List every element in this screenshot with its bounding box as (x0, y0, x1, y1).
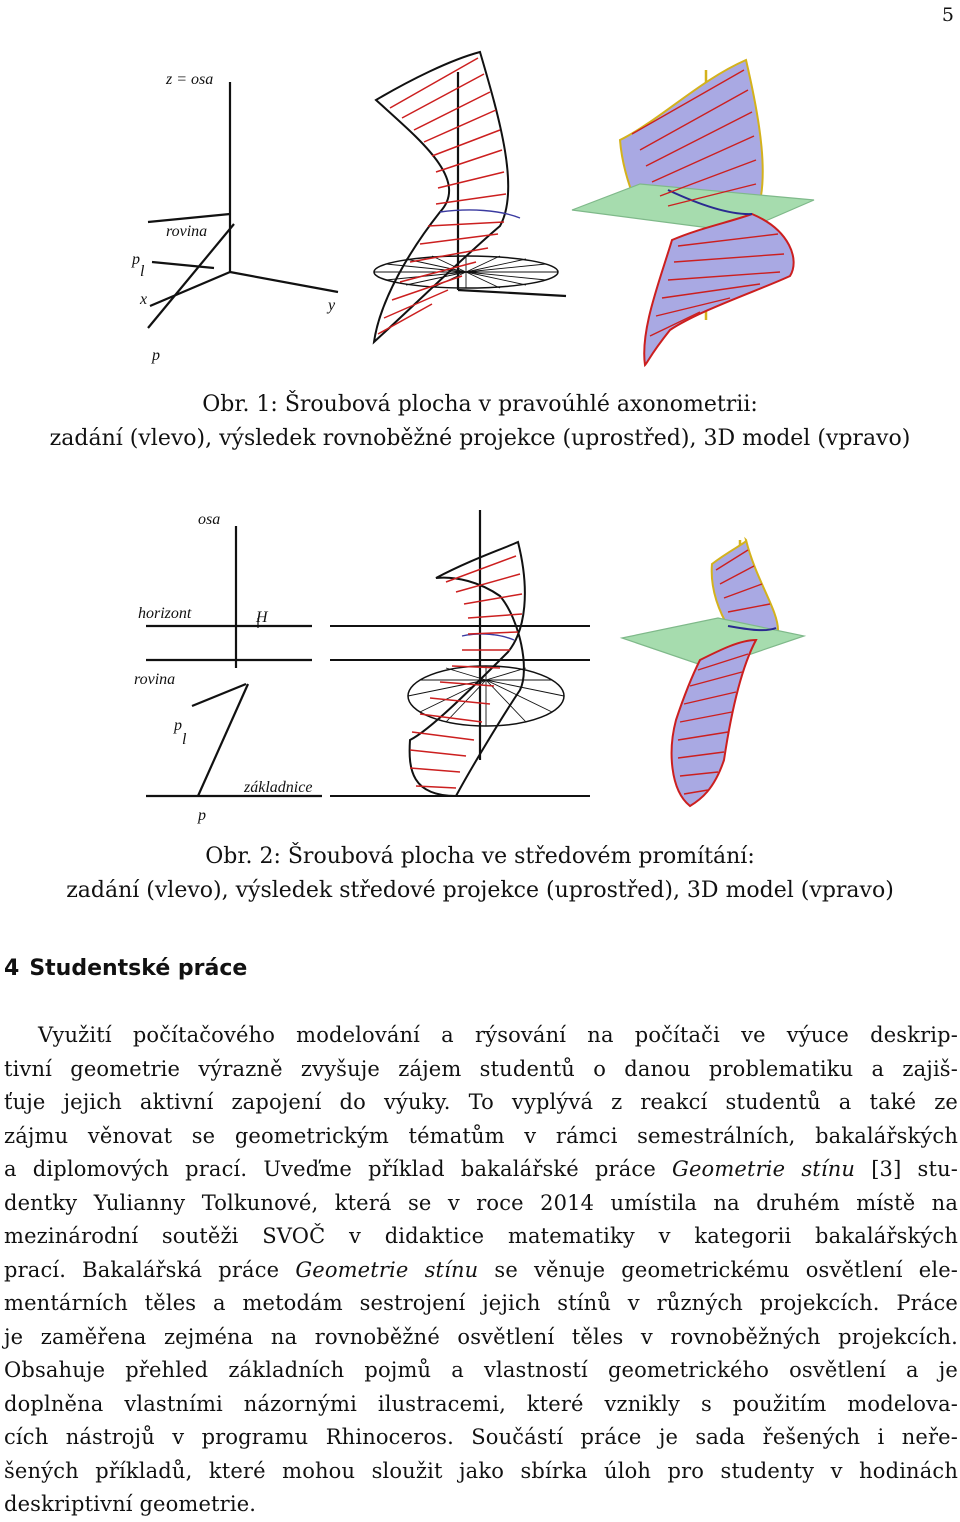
label-l-subscript: l (182, 731, 187, 748)
body-line: ťuje jejich aktivní zapojení do výuky. To vyplývá z reakcí studentů a také ze (4, 1090, 958, 1114)
body-line: šených příkladů, které mohou sloužit jako sbírka úloh pro studenty v hodinách (4, 1458, 958, 1483)
green-plane (572, 184, 814, 232)
body-text-segment: prací. Bakalářská práce (4, 1257, 280, 1282)
section-number: 4 (4, 956, 20, 981)
figure-2 (0, 500, 960, 903)
body-line: deskriptivní geometrie. (4, 1492, 257, 1516)
axis-foot-line (458, 290, 566, 296)
figure-1-caption (0, 388, 960, 456)
figure-2-specification (146, 526, 322, 796)
body-line: je zaměřena zejména na rovnoběžné osvětlení těles v rovnoběžných projekcích. (4, 1324, 958, 1349)
label-axis: osa (198, 511, 221, 528)
label-plane: rovina (134, 671, 176, 688)
figure-1-3d-model (572, 60, 814, 365)
label-x: x (140, 291, 148, 308)
label-y: y (328, 297, 336, 314)
label-p: p (132, 251, 140, 268)
body-line: doplněna vlastními názornými ilustracemi, které vznikly s použitím modelova- (4, 1391, 958, 1416)
surface-rulings-2 (410, 556, 522, 788)
figure-2-caption-line2: zadání (vlevo), výsledek středové projekce (uprostřed), 3D model (vpravo) (66, 878, 894, 903)
plane-trace-line (148, 214, 230, 222)
surface-outline-2 (410, 542, 525, 796)
body-line: mentárních těles a metodám sestrojení jejich stínů v různých projekcích. Práce (4, 1291, 958, 1315)
body-text-segment: se věnuje geometrickému osvětlení ele- (494, 1257, 959, 1282)
body-line: tivní geometrie výrazně zvyšuje zájem studentů o danou problematiku a zajiš- (4, 1056, 958, 1081)
label-baseline: základnice (244, 779, 313, 796)
figure-1 (0, 0, 960, 451)
body-line: Využití počítačového modelování a rýsování na počítači ve výuce deskrip- (38, 1023, 958, 1047)
figure-1-projection (374, 52, 566, 342)
line-pl (192, 684, 246, 706)
section-curve-2 (462, 634, 514, 640)
figure-2-3d-model (622, 540, 804, 806)
section-heading (4, 956, 247, 981)
page-number: 5 (941, 4, 954, 26)
label-p-bottom: p (198, 807, 206, 824)
figure-1-caption-line2: zadání (vlevo), výsledek rovnoběžné projekce (uprostřed), 3D model (vpravo) (49, 426, 911, 451)
line-pl (152, 262, 214, 268)
figure-2-projection (330, 510, 590, 796)
label-horizon: horizont (138, 605, 192, 622)
citation-title: Geometrie stínu (295, 1257, 479, 1282)
body-line: Obsahuje přehled základních pojmů a vlastností geometrického osvětlení a je (4, 1358, 958, 1382)
label-H: H (256, 609, 268, 626)
body-line: cích nástrojů v programu Rhinoceros. Součástí práce je sada řešených i neře- (4, 1425, 958, 1449)
figure-1-specification (148, 82, 338, 328)
label-p: p (174, 717, 182, 734)
body-line: mezinárodní soutěži SVOČ v didaktice matematiky v kategorii bakalářských (4, 1224, 958, 1248)
citation-title: Geometrie stínu (672, 1157, 856, 1181)
label-z-axis: z = osa (166, 71, 214, 88)
label-p-bottom: p (152, 347, 160, 364)
figure-2-caption-line1: Obr. 2: Šroubová plocha ve středovém promítání: (205, 844, 755, 869)
body-line (4, 1153, 958, 1187)
body-paragraph (4, 1019, 958, 1522)
figure-2-caption (0, 840, 960, 908)
label-l-subscript: l (140, 263, 145, 280)
body-text-segment: [3] stu- (871, 1157, 958, 1181)
body-line (4, 1254, 958, 1288)
label-plane: rovina (166, 223, 208, 240)
figure-1-caption-line1: Obr. 1: Šroubová plocha v pravoúhlé axonometrii: (202, 392, 758, 417)
section-title: Studentské práce (29, 956, 248, 981)
figure-1-drawings (0, 0, 960, 380)
body-text-segment: a diplomových prací. Uveďme příklad bakalářské práce (4, 1157, 656, 1181)
body-line: dentky Yulianny Tolkunové, která se v roce 2014 umístila na druhém místě na (4, 1190, 958, 1215)
body-line: zájmu věnovat se geometrickým tématům v rámci semestrálních, bakalářských (4, 1123, 958, 1148)
figure-2-drawings (0, 500, 960, 840)
y-axis-line (230, 272, 338, 292)
section-curve (440, 210, 520, 218)
